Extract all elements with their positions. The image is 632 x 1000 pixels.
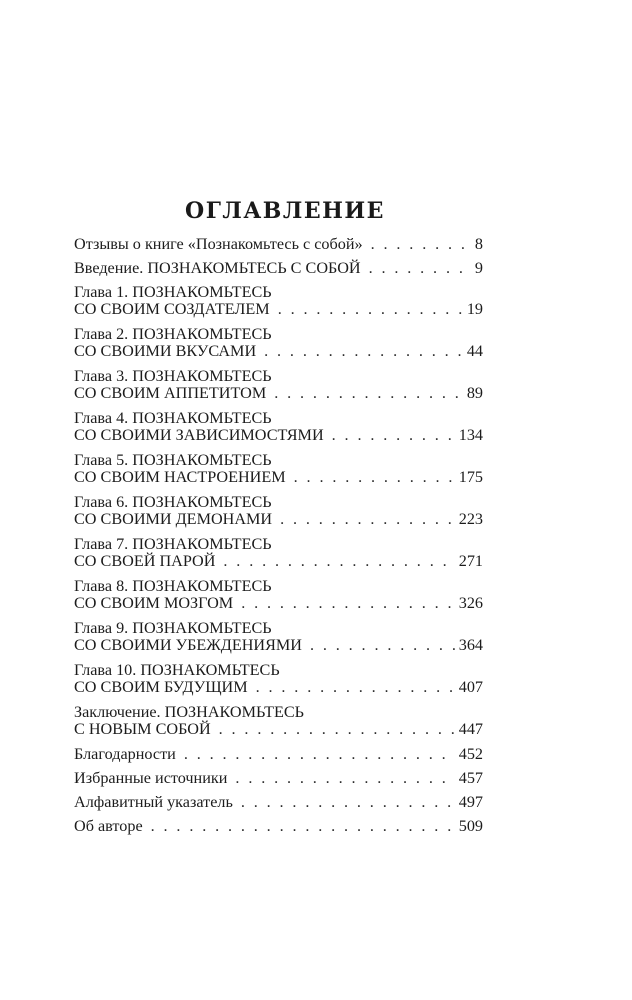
toc-entry-row [74, 818, 483, 835]
dot-leader [369, 260, 469, 277]
toc-entry-chapter: Глава 2. ПОЗНАКОМЬТЕСЬ [74, 325, 272, 343]
toc-entry-row [74, 385, 483, 402]
toc-entry-page: 9 [474, 259, 483, 277]
toc-entry [74, 818, 483, 835]
toc-entry [74, 368, 483, 402]
toc-entry-label: СО СВОИМ АППЕТИТОМ [74, 384, 267, 402]
toc-entry [74, 326, 483, 360]
toc-entry-row [74, 260, 483, 277]
toc-entry-row [74, 236, 483, 253]
dot-leader [241, 595, 455, 612]
toc-entry-page: 175 [458, 468, 483, 486]
toc-entry-page: 271 [458, 552, 483, 570]
toc-entry-chapter: Глава 4. ПОЗНАКОМЬТЕСЬ [74, 409, 272, 427]
table-of-contents [74, 236, 483, 842]
toc-entry-row [74, 553, 483, 570]
toc-entry-label: СО СВОИМИ ВКУСАМИ [74, 342, 257, 360]
toc-entry-label: Избранные источники [74, 769, 228, 787]
dot-leader [310, 637, 455, 654]
dot-leader [294, 469, 455, 486]
toc-entry-chapter: Глава 1. ПОЗНАКОМЬТЕСЬ [74, 283, 272, 301]
toc-entry-row [74, 746, 483, 763]
toc-entry-label: СО СВОИМИ УБЕЖДЕНИЯМИ [74, 636, 302, 654]
toc-entry [74, 770, 483, 787]
toc-entry [74, 620, 483, 654]
toc-entry-page: 326 [458, 594, 483, 612]
toc-entry-label: СО СВОЕЙ ПАРОЙ [74, 552, 216, 570]
toc-entry-row [74, 679, 483, 696]
dot-leader [371, 236, 469, 253]
toc-entry-page: 364 [458, 636, 483, 654]
toc-entry-page: 223 [458, 510, 483, 528]
toc-entry [74, 662, 483, 696]
dot-leader [241, 794, 455, 811]
toc-entry-page: 457 [458, 769, 483, 787]
toc-entry-chapter: Глава 5. ПОЗНАКОМЬТЕСЬ [74, 451, 272, 469]
toc-entry-label: СО СВОИМИ ДЕМОНАМИ [74, 510, 273, 528]
dot-leader [219, 721, 455, 738]
toc-entry [74, 578, 483, 612]
toc-entry-row [74, 770, 483, 787]
toc-entry [74, 794, 483, 811]
toc-entry-row [74, 343, 483, 360]
toc-entry-page: 89 [466, 384, 483, 402]
toc-entry-row [74, 794, 483, 811]
toc-entry-chapter: Глава 10. ПОЗНАКОМЬТЕСЬ [74, 661, 280, 679]
toc-entry-label: Благодарности [74, 745, 176, 763]
toc-entry-row [74, 721, 483, 738]
toc-entry [74, 284, 483, 318]
dot-leader [223, 553, 454, 570]
toc-entry-page: 497 [458, 793, 483, 811]
toc-entry [74, 704, 483, 738]
toc-entry-page: 452 [458, 745, 483, 763]
toc-title: ОГЛАВЛЕНИЕ [185, 198, 385, 224]
toc-entry-page: 134 [458, 426, 483, 444]
toc-entry-chapter: Глава 3. ПОЗНАКОМЬТЕСЬ [74, 367, 272, 385]
toc-entry-chapter: Заключение. ПОЗНАКОМЬТЕСЬ [74, 703, 304, 721]
toc-entry [74, 410, 483, 444]
dot-leader [264, 343, 463, 360]
toc-entry-row [74, 301, 483, 318]
toc-entry-chapter: Глава 7. ПОЗНАКОМЬТЕСЬ [74, 535, 272, 553]
toc-entry-chapter: Глава 9. ПОЗНАКОМЬТЕСЬ [74, 619, 272, 637]
toc-entry [74, 536, 483, 570]
toc-entry-label: Отзывы о книге «Познакомьтесь с собой» [74, 235, 363, 253]
toc-entry-page: 44 [466, 342, 483, 360]
toc-entry [74, 494, 483, 528]
dot-leader [184, 746, 455, 763]
toc-entry-page: 407 [458, 678, 483, 696]
dot-leader [235, 770, 454, 787]
toc-entry-row [74, 427, 483, 444]
toc-entry-label: Об авторе [74, 817, 143, 835]
toc-entry-row [74, 637, 483, 654]
toc-entry [74, 452, 483, 486]
toc-entry-label: СО СВОИМ СОЗДАТЕЛЕМ [74, 300, 270, 318]
toc-entry-row [74, 469, 483, 486]
toc-entry-page: 8 [474, 235, 483, 253]
dot-leader [256, 679, 455, 696]
dot-leader [280, 511, 455, 528]
toc-entry-label: С НОВЫМ СОБОЙ [74, 720, 211, 738]
toc-entry-page: 509 [458, 817, 483, 835]
dot-leader [278, 301, 463, 318]
dot-leader [274, 385, 463, 402]
toc-entry-page: 19 [466, 300, 483, 318]
toc-entry-chapter: Глава 8. ПОЗНАКОМЬТЕСЬ [74, 577, 272, 595]
toc-entry-label: СО СВОИМИ ЗАВИСИМОСТЯМИ [74, 426, 324, 444]
toc-entry-row [74, 511, 483, 528]
toc-entry-label: СО СВОИМ МОЗГОМ [74, 594, 234, 612]
toc-entry-label: СО СВОИМ НАСТРОЕНИЕМ [74, 468, 286, 486]
toc-entry-label: СО СВОИМ БУДУЩИМ [74, 678, 248, 696]
dot-leader [332, 427, 455, 444]
toc-entry-page: 447 [458, 720, 483, 738]
toc-entry-label: Алфавитный указатель [74, 793, 233, 811]
toc-entry [74, 236, 483, 253]
toc-entry [74, 260, 483, 277]
toc-entry-chapter: Глава 6. ПОЗНАКОМЬТЕСЬ [74, 493, 272, 511]
toc-entry [74, 746, 483, 763]
dot-leader [151, 818, 455, 835]
toc-entry-row [74, 595, 483, 612]
toc-entry-label: Введение. ПОЗНАКОМЬТЕСЬ С СОБОЙ [74, 259, 361, 277]
